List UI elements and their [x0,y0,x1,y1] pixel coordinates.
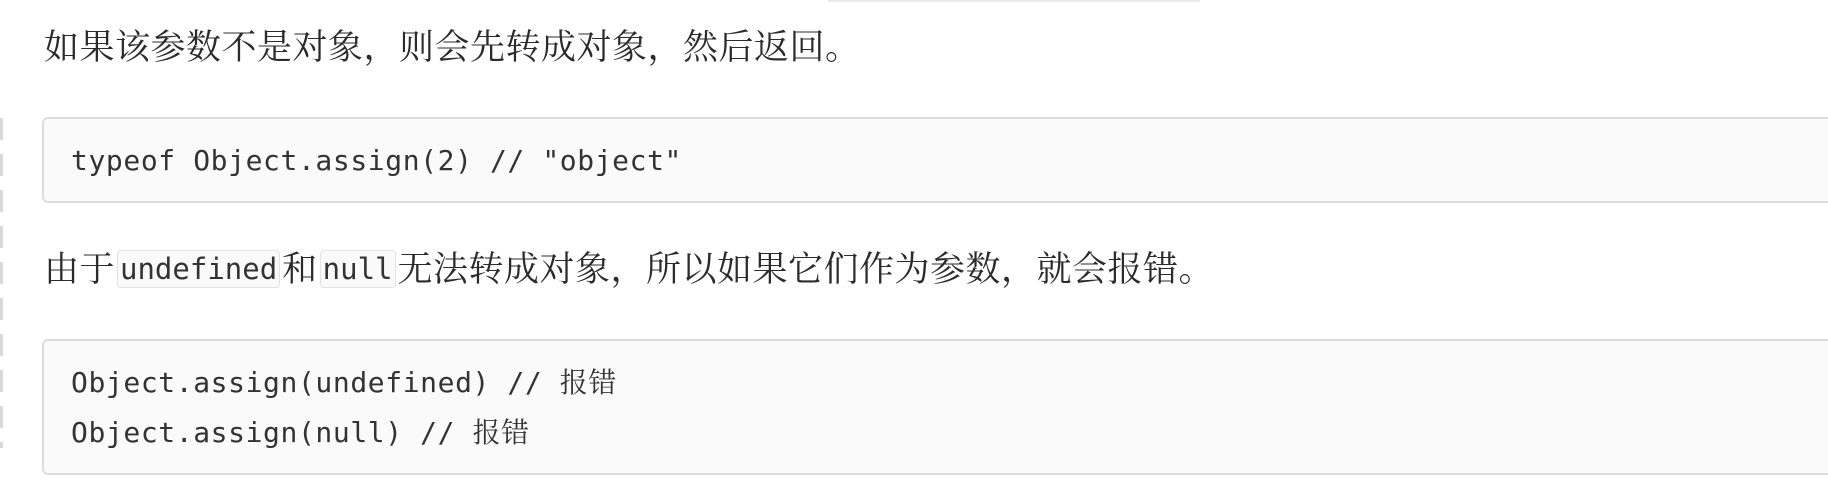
left-edge-markers [0,118,3,448]
code-line: Object.assign(undefined) // 报错 [71,366,618,399]
inline-code-null: null [320,250,396,288]
paragraph-text: 和 [282,250,318,290]
paragraph-error-note [44,248,1214,292]
code-block-typeof-example [42,117,1828,203]
code-block-error-examples [42,339,1828,475]
top-divider [828,0,1200,2]
paragraph-text: 由于 [44,250,116,290]
inline-code-undefined: undefined [117,250,280,288]
code-line: typeof Object.assign(2) // "object" [71,144,683,177]
paragraph-text: 无法转成对象，所以如果它们作为参数，就会报错。 [397,250,1215,290]
code-line: Object.assign(null) // 报错 [71,416,530,449]
paragraph-conversion-note: 如果该参数不是对象，则会先转成对象，然后返回。 [44,28,861,68]
